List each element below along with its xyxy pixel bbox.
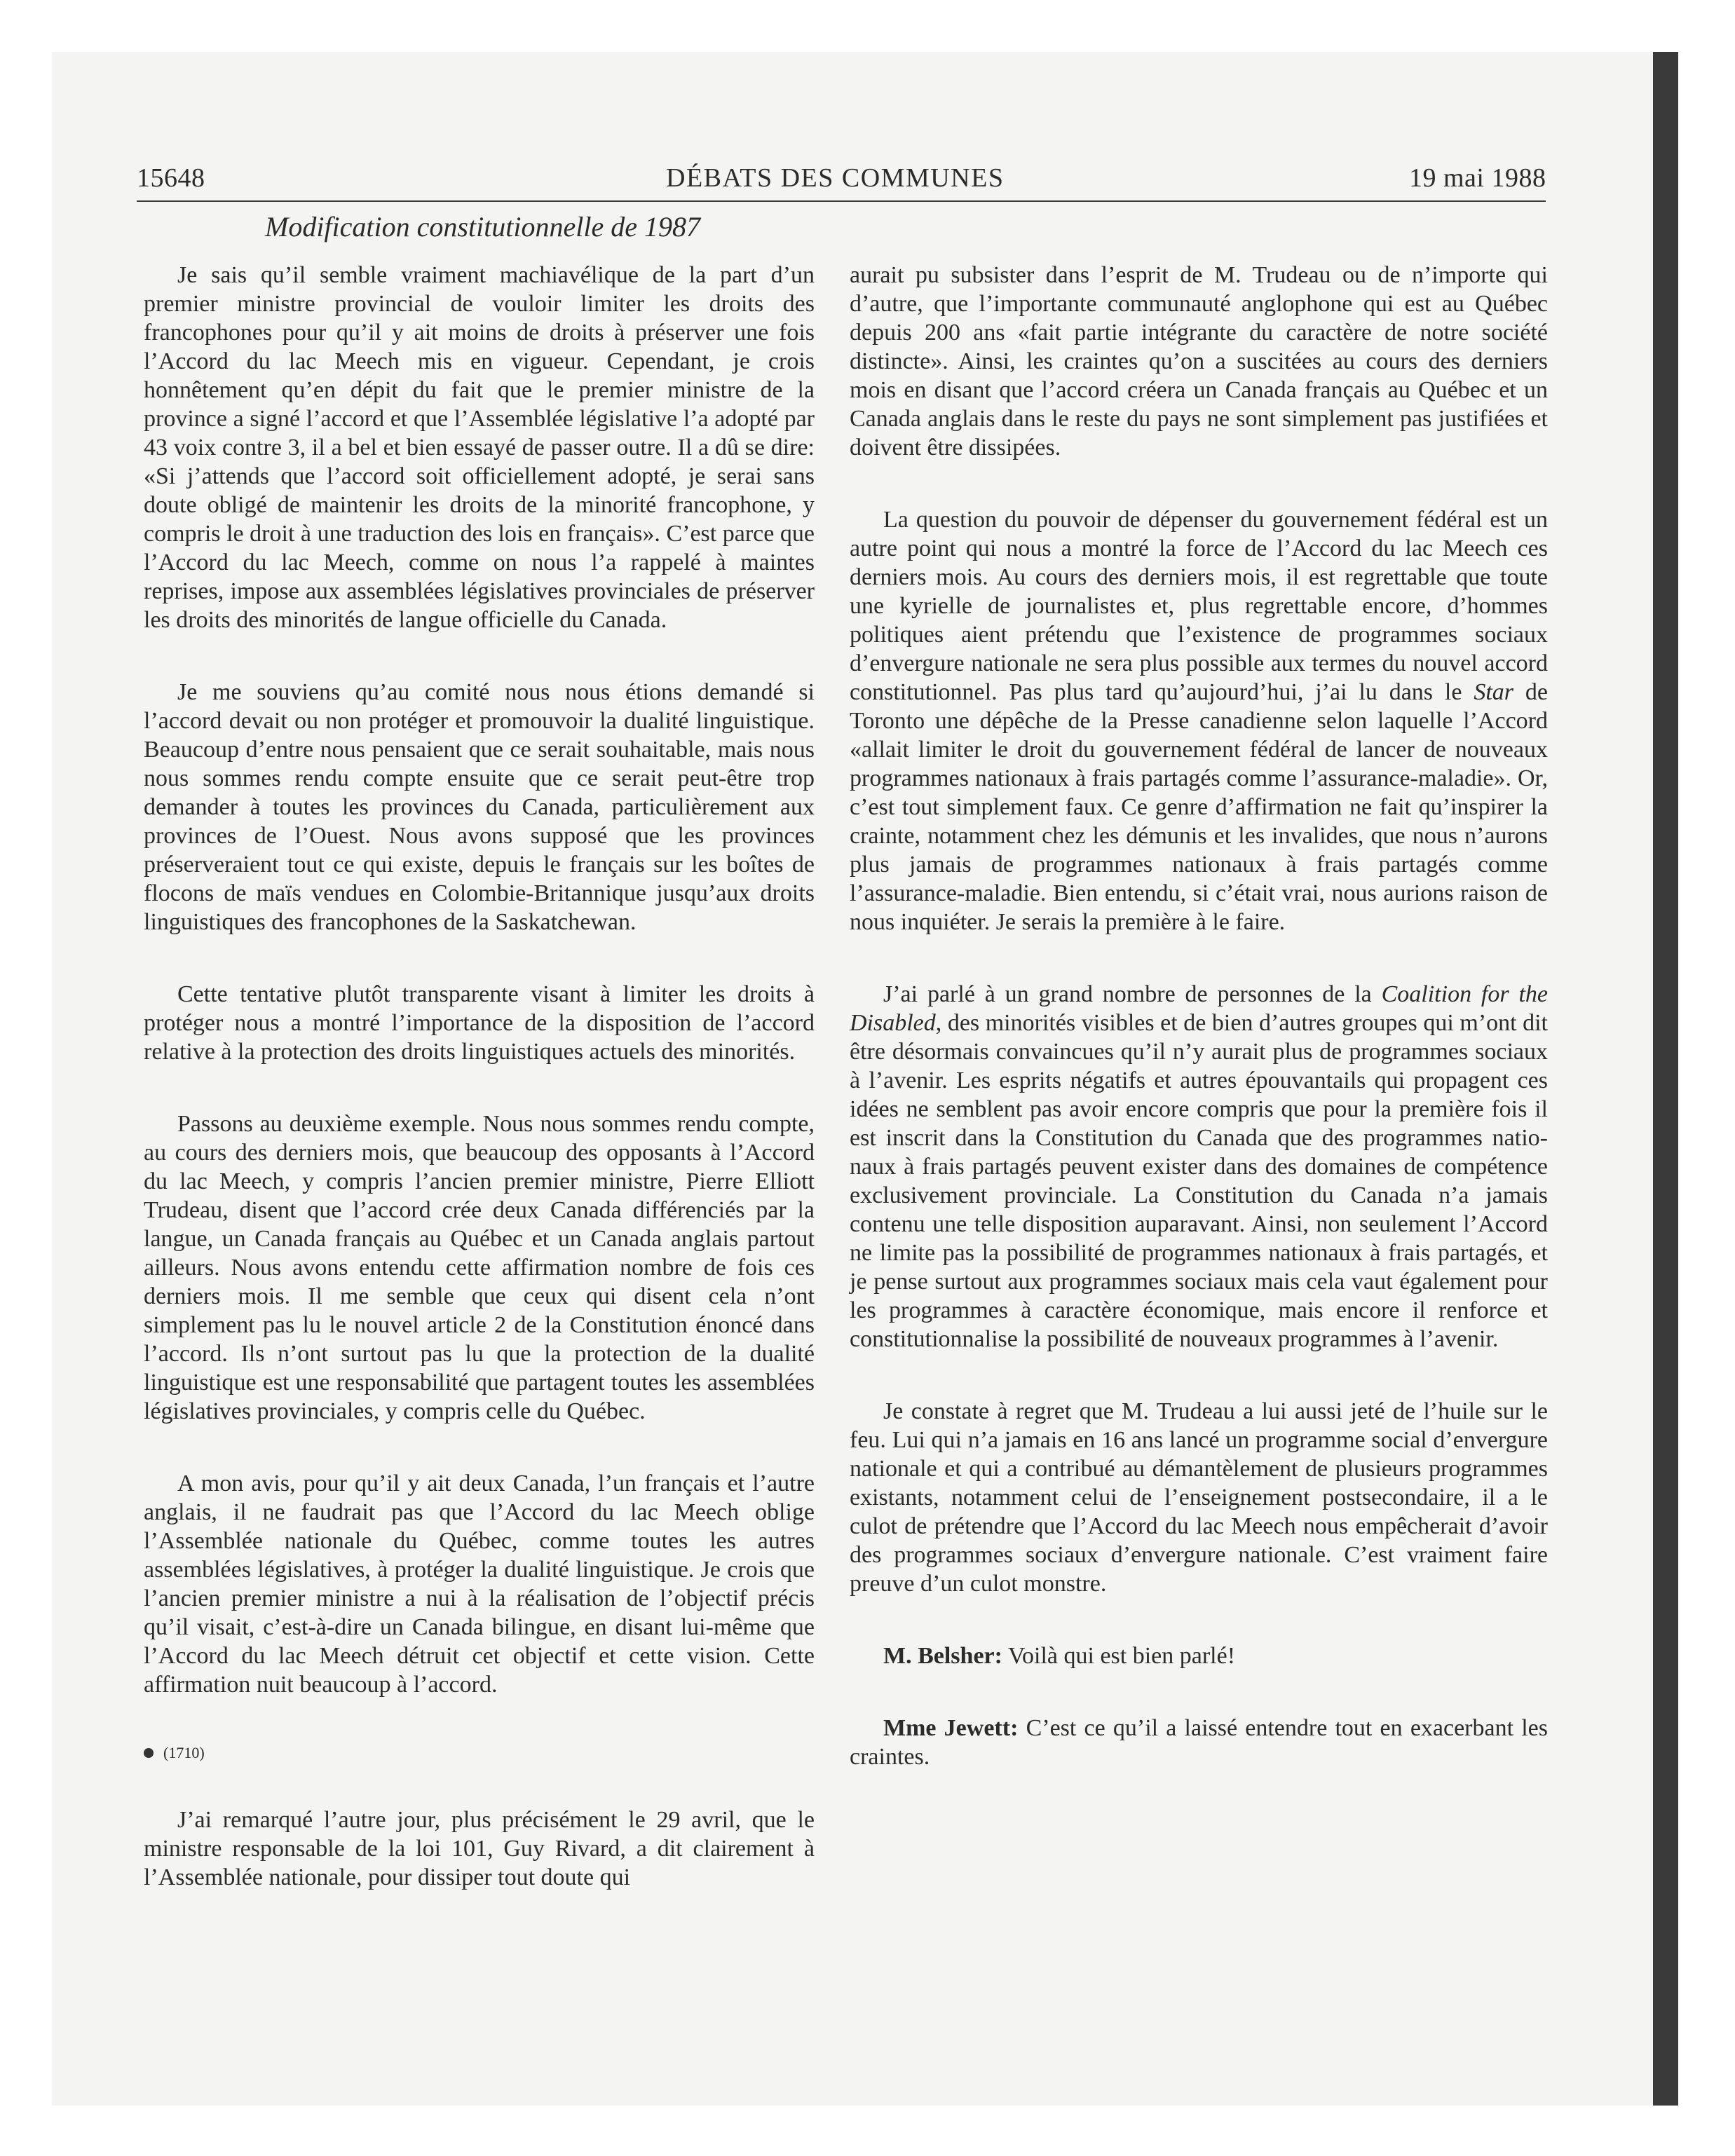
- paragraph: Je constate à regret que M. Trudeau a lui aussi jeté de l’huile sur le feu. Lui qui n’a jamais en 16 ans lancé un programme social d’envergure nationale et qui a contribué au démantèlement de plusieurs programmes existants, notamment celui de l’enseignement postsecondaire, il a le culot de prétendre que l’Accord du lac Meech nous empêcherait d’avoir des programmes sociaux d’envergure nationale. C’est vraiment faire preuve d’un culot monstre.: [850, 1398, 1548, 1597]
- time-marker-label: (1710): [163, 1744, 205, 1761]
- paragraph-text: J’ai parlé à un grand nombre de personnes de la: [883, 981, 1382, 1007]
- speaker-text: C’est ce qu’il a laissé entendre tout en exacerbant les craintes.: [850, 1715, 1548, 1770]
- journal-title: DÉBATS DES COMMUNES: [666, 163, 1005, 193]
- speaker-text: Voilà qui est bien parlé!: [1002, 1643, 1236, 1669]
- paragraph: A mon avis, pour qu’il y ait deux Canada, l’un français et l’autre anglais, il ne faudrait pas que l’Accord du lac Meech oblige l’Assemblée nationale du Québec, comme toutes les autres assemblées législatives, à protéger la dualité linguistique. Je crois que l’ancien premier ministre a nui à la réalisation de l’objectif précis qu’il visait, c’est-à-dire un Canada bilingue, en disant lui-même que l’Accord du lac Meech détruit cet objectif et cette vision. Cette affirmation nuit beaucoup à l’accord.: [144, 1471, 815, 1698]
- speaker-paragraph: [850, 1642, 1548, 1670]
- coalition-name: Coalition for the Disabled: [850, 981, 1548, 1036]
- paragraph-text: de Toronto une dépêche de la Presse canadienne selon laquelle l’Accord «allait limiter le droit du gouvernement fédéral de lancer de nouveaux programmes nationaux à frais partagés comme l’assurance-maladie». Or, c’est tout simplement faux. Ce genre d’affirmation ne fait qu’inspirer la crainte, notamment chez les démunis et les invalides, que nous n’aurons plus jamais de programmes nationaux à frais partagés comme l’assurance-maladie. Bien entendu, si c’était vrai, nous aurions raison de nous inquiéter. Je serais la première à le faire.: [850, 679, 1549, 935]
- section-title: Modification constitutionnelle de 1987: [265, 211, 701, 243]
- paragraph: Je me souviens qu’au comité nous nous étions demandé si l’accord devait ou non protéger et promouvoir la dualité linguistique. Beaucoup d’entre nous pensaient que ce serait souhaitable, mais nous nous sommes rendu compte ensuite que ce serait peut-être trop demander à toutes les provinces du Canada, particulièrement aux provinces de l’Ouest. Nous avons supposé que les provinces préserveraient tout ce qui existe, depuis le français sur les boîtes de flocons de maïs vendues en Colombie-Britannique jusqu’aux droits linguistiques des francophones de la Saskatchewan.: [144, 679, 815, 935]
- right-column: [850, 261, 1548, 1815]
- paragraph-text: La question du pouvoir de dépenser du gouvernement fédéral est un autre point qui nous a montré la force de l’Accord du lac Meech ces derniers mois. Au cours des derniers mois, il est regrettable que toute une kyrielle de journalistes et, plus regrettable encore, d’hommes politiques aient prétendu que l’existence de programmes sociaux d’envergure nationale ne sera plus possible aux termes du nouvel accord constitutionnel. Pas plus tard qu’aujourd’hui, j’ai lu dans le: [850, 507, 1548, 705]
- scan-edge-shadow: [1653, 52, 1678, 2106]
- speaker-name: Mme Jewett:: [883, 1715, 1019, 1741]
- paragraph: Passons au deuxième exemple. Nous nous sommes rendu compte, au cours des derniers mois, que beaucoup des opposants à l’Accord du lac Meech, y compris l’ancien premier ministre, Pierre Elliott Trudeau, disent que l’accord crée deux Canada différenciés par la langue, un Canada français au Québec et un Canada anglais partout ailleurs. Nous avons entendu cette affirmation nombre de fois ces derniers mois. Il me semble que ceux qui disent cela n’ont simplement pas lu le nouvel article 2 de la Constitution énoncé dans l’accord. Ils n’ont surtout pas lu que la protection de la dualité linguistique est une responsabilité que partagent toutes les assemblées législatives provinciales, y compris celle du Québec.: [144, 1111, 815, 1424]
- bullet-icon: [144, 1748, 154, 1758]
- star-newspaper-name: Star: [1474, 679, 1514, 705]
- paragraph: J’ai remarqué l’autre jour, plus précisément le 29 avril, que le ministre responsable de la loi 101, Guy Rivard, a dit clairement à l’Assemblée nationale, pour dissiper tout doute qui: [144, 1807, 815, 1890]
- page-number: 15648: [137, 163, 205, 193]
- left-column: [144, 261, 815, 1935]
- paragraph-text: , des minorités visibles et de bien d’autres groupes qui m’ont dit être désormais convaincues qu’il n’y aurait plus de programmes sociaux à l’avenir. Les esprits négatifs et autres épouvantails qui propagent ces idées ne semblent pas avoir encore compris que pour la première fois il est inscrit dans la Constitution du Canada que des programmes nationaux à frais partagés peuvent exister dans des domaines de compétence exclusivement provinciale. La Constitution du Canada n’a jamais contenu une telle disposition auparavant. Ainsi, non seulement l’Accord ne limite pas la possibilité de programmes nationaux à frais partagés, et je pense surtout aux programmes sociaux mais cela vaut également pour les programmes à caractère économique, mais encore il renforce et constitutionnalise la possibilité de nouveaux programmes à l’avenir.: [850, 1010, 1548, 1352]
- speaker-name: M. Belsher:: [883, 1643, 1002, 1669]
- speaker-paragraph: [850, 1714, 1548, 1771]
- paragraph: [850, 505, 1548, 936]
- paragraph: [850, 980, 1548, 1353]
- time-marker: [144, 1742, 815, 1763]
- paragraph: aurait pu subsister dans l’esprit de M. Trudeau ou de n’importe qui d’autre, que l’importante communauté anglophone qui est au Québec depuis 200 ans «fait partie intégrante du caractère de notre société distincte». Ainsi, les craintes qu’on a suscitées au cours des derniers mois en disant que l’accord créera un Canada français au Québec et un Canada anglais dans le reste du pays ne sont simplement pas justifiées et doivent être dissipées.: [850, 262, 1548, 460]
- issue-date: 19 mai 1988: [1409, 163, 1546, 193]
- paragraph: Cette tentative plutôt transparente visant à limiter les droits à protéger nous a montré l’importance de la disposition de l’accord relative à la protection des droits linguistiques actuels des minorités.: [144, 981, 815, 1065]
- header-rule: [137, 200, 1546, 202]
- paragraph: Je sais qu’il semble vraiment machiavélique de la part d’un premier ministre provincial de vouloir limiter les droits des francophones pour qu’il y ait moins de droits à préserver une fois l’Accord du lac Meech mis en vigueur. Cependant, je crois honnêtement qu’en dépit du fait que le premier ministre de la province a signé l’accord et que l’Assemblée législative l’a adopté par 43 voix contre 3, il a bel et bien essayé de passer outre. Il a dû se dire: «Si j’attends que l’accord soit officiellement adopté, je serai sans doute obligé de maintenir les droits de la minorité francophone, y compris le droit à une traduction des lois en français». C’est parce que l’Accord du lac Meech, comme on nous l’a rappelé à maintes reprises, impose aux assemblées législatives provinciales de préserver les droits des minorités de langue officielle du Canada.: [144, 262, 815, 633]
